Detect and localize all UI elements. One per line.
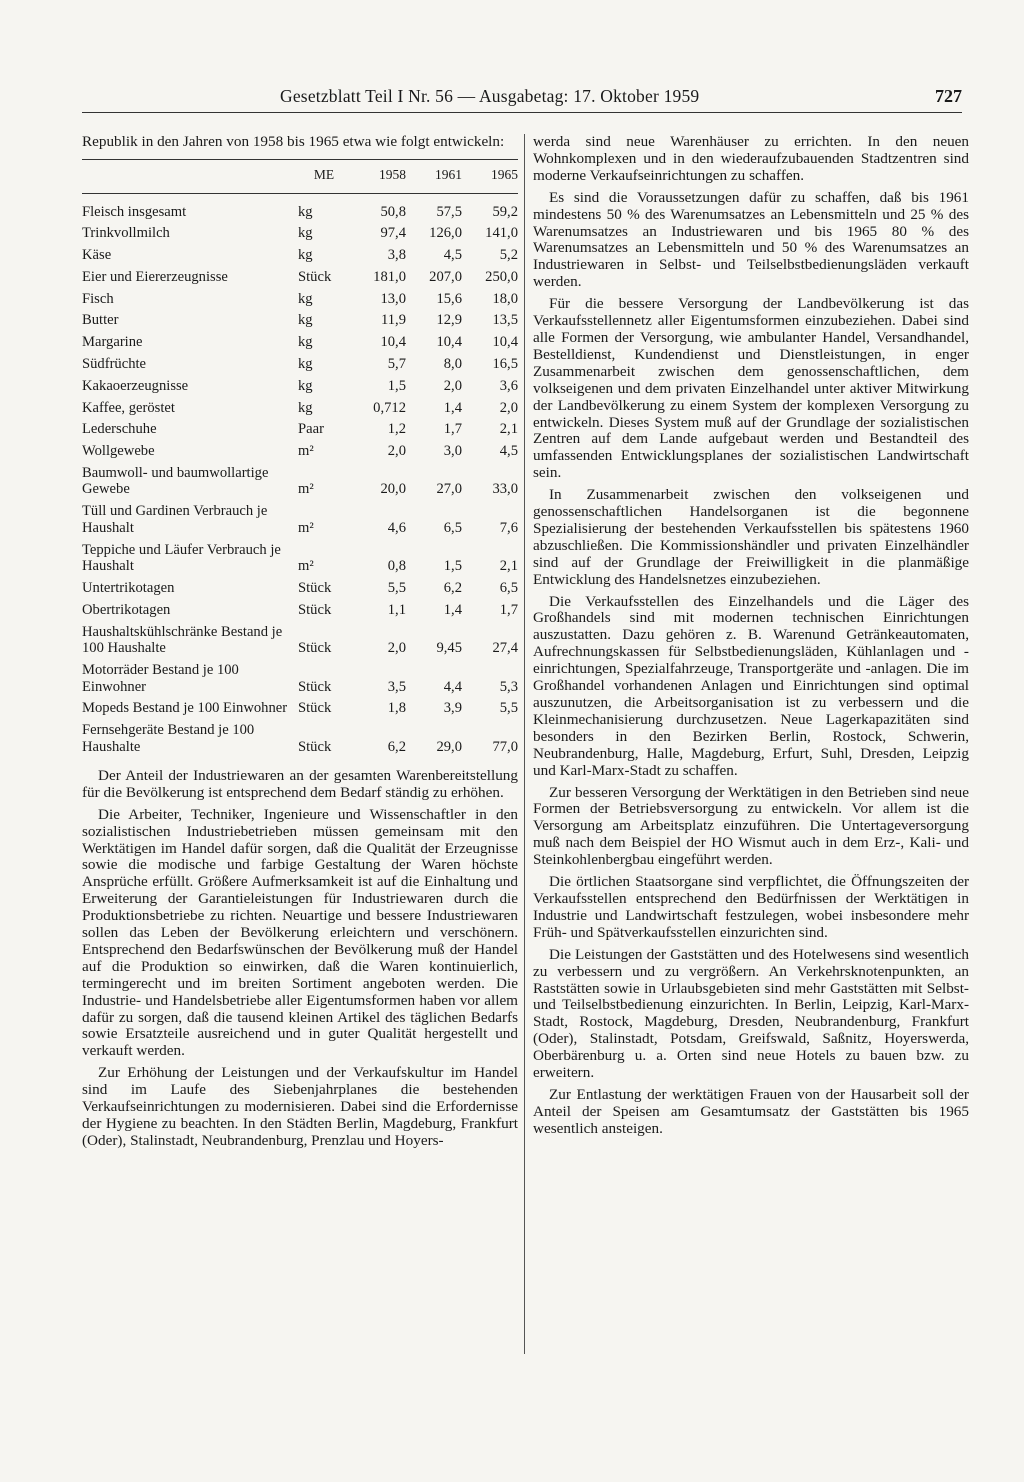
row-value-1958: 1,1 [387, 601, 406, 618]
header-title: Gesetzblatt Teil I Nr. 56 — Ausgabetag: 17. Oktober 1959 [280, 86, 700, 106]
row-value-1958: 10,4 [380, 334, 406, 351]
row-value-1961: 6,2 [443, 580, 462, 596]
row-value-1958: 1,8 [387, 700, 406, 717]
row-value-1965: 5,5 [499, 700, 518, 717]
row-value-1965: 250,0 [485, 268, 518, 285]
row-unit: Paar [298, 421, 324, 438]
table-row [82, 332, 518, 354]
row-value-1965: 5,3 [499, 678, 518, 695]
row-unit: kg [298, 312, 313, 329]
row-value-1961: 207,0 [429, 268, 462, 285]
row-value-1965: 27,4 [492, 640, 518, 657]
row-unit: kg [298, 290, 313, 307]
paragraph-technical-equipment: Die Verkaufsstellen des Einzelhandels und die Läger des Großhandels sind mit modernen technischen Einrichtungen auszustatten. Dazu gehören z. B. Warenund Getränkeautomaten, Aufrechnungskassen für Selbstbedienungsläden, Kühlanlagen und -einrichtungen, Spezialfahrzeuge, Transportgeräte und -anlagen. Die im Großhandel vorhandenen Anlagen und Einrichtungen sind optimal auszunutzen, die Arbeitsorganisation ist zu verbessern und die Kleinmechanisierung durchzusetzen. Neue Lagerkapazitäten sind besonders in den Bezirken Berlin, Rostock, Schwerin, Neubrandenburg, Halle, Magdeburg, Erfurt, Suhl, Dresden, Leipzig und Karl-Marx-Stadt zu schaffen. [533, 592, 969, 779]
row-value-1965: 18,0 [492, 290, 518, 307]
row-unit: kg [298, 203, 313, 220]
table-row [82, 659, 518, 697]
table-row [82, 353, 518, 375]
intro-paragraph: Republik in den Jahren von 1958 bis 1965 etwa wie folgt entwickeln: [82, 133, 505, 150]
row-value-1961: 1,4 [443, 399, 462, 416]
page-number: 727 [935, 86, 962, 106]
row-value-1958: 3,5 [387, 678, 406, 695]
paragraph-department-stores: werda sind neue Warenhäuser zu errichten. In den neuen Wohnkomplexen und in den wiederaufzubauenden Stadtzentren sind moderne Verkaufseinrichtungen zu schaffen. [533, 133, 969, 184]
row-value-1965: 4,5 [499, 443, 518, 460]
table-row [82, 539, 518, 577]
row-value-1961: 57,5 [436, 203, 462, 220]
table-row [82, 577, 518, 599]
row-value-1961: 9,45 [436, 640, 462, 657]
row-value-1965: 5,2 [499, 247, 518, 264]
row-value-1965: 7,6 [499, 519, 518, 536]
row-value-1961: 126,0 [429, 225, 462, 242]
table-row [82, 244, 518, 266]
row-value-1965: 1,7 [499, 601, 518, 618]
table-header-1961: 1961 [406, 159, 462, 193]
row-name: Butter [82, 312, 119, 329]
row-name: Fernsehgeräte Bestand je 100 Haushalte [82, 722, 255, 755]
row-name: Fleisch insgesamt [82, 203, 187, 220]
row-value-1958: 181,0 [373, 268, 406, 285]
row-name: Trinkvollmilch [82, 225, 170, 242]
row-value-1965: 13,5 [492, 312, 518, 329]
row-value-1965: 2,1 [499, 421, 518, 438]
header-rule [82, 112, 962, 113]
table-row [82, 397, 518, 419]
row-value-1958: 11,9 [381, 312, 406, 329]
table-header-1965: 1965 [462, 159, 518, 193]
row-value-1958: 0,712 [373, 399, 406, 416]
row-value-1965: 77,0 [492, 738, 518, 755]
row-value-1958: 3,8 [387, 247, 406, 264]
row-name: Fisch [82, 290, 114, 307]
row-value-1965: 6,5 [499, 580, 518, 596]
row-value-1961: 1,7 [443, 421, 462, 438]
row-unit: m² [298, 558, 314, 575]
right-column [533, 134, 969, 1143]
row-unit: kg [298, 377, 313, 394]
row-value-1958: 1,2 [387, 421, 406, 438]
row-value-1958: 20,0 [380, 481, 406, 498]
row-unit: Stück [298, 700, 332, 717]
row-value-1958: 5,5 [387, 580, 406, 596]
table-row [82, 266, 518, 288]
paragraph-rural-supply: Für die bessere Versorgung der Landbevölkerung ist das Verkaufsstellennetz aller Eigentumsformen einzubeziehen. Dabei sind alle Formen der Versorgung, wie ambulanter Handel, Versandhandel, Bestelldienst, Kundendienst und Dienstleistungen, in enger Zusammenarbeit zwischen dem genossenschaftlichen, dem volkseigenen und dem privaten Einzelhandel unter aktiver Mitwirkung der Landbevölkerung zu einem System der komplexen Versorgung zu entwickeln. Dieses System muß auf der Grundlage der sozialistischen Zentren auf dem Lande aufgebaut werden und Bestandteil des umfassenden Entwicklungsplanes der sozialistischen Landwirtschaft sein. [533, 295, 969, 482]
table-row [82, 288, 518, 310]
row-value-1961: 3,0 [443, 443, 462, 460]
row-value-1965: 10,4 [492, 334, 518, 351]
row-value-1961: 27,0 [436, 481, 462, 498]
row-name: Südfrüchte [82, 355, 147, 372]
table-row [82, 621, 518, 659]
table-header-name [82, 159, 298, 193]
row-unit: kg [298, 334, 313, 351]
table-header-1958: 1958 [350, 159, 406, 193]
row-name: Mopeds Bestand je 100 Einwohner [82, 700, 288, 717]
row-name: Eier und Eiererzeugnisse [82, 268, 228, 285]
row-value-1961: 8,0 [443, 355, 462, 372]
row-unit: kg [298, 225, 313, 242]
row-value-1965: 33,0 [492, 481, 518, 498]
row-unit: m² [298, 443, 314, 460]
paragraph-gastronomy: Die Leistungen der Gaststätten und des Hotelwesens sind wesentlich zu verbessern und zu vergrößern. An Verkehrsknotenpunkten, an Raststätten sowie in Urlaubsgebieten sind mehr Gaststätten mit Selbst- und Teilselbstbedienung einzurichten. In Berlin, Leipzig, Karl-Marx-Stadt, Rostock, Magdeburg, Dresden, Neubrandenburg, Frankfurt (Oder), Stalinstadt, Potsdam, Greifswald, Saßnitz, Hoyerswerda, Oberbärenburg u. a. Orten sind neue Hotels zu bauen bzw. zu erweitern. [533, 945, 969, 1082]
row-unit: kg [298, 247, 313, 264]
row-value-1965: 2,1 [499, 558, 518, 575]
row-name: Baumwoll- und baumwollartige Gewebe [82, 464, 269, 498]
row-name: Tüll und Gardinen Verbrauch je Haushalt [82, 503, 268, 536]
row-value-1961: 29,0 [436, 738, 462, 755]
row-value-1961: 1,5 [443, 558, 462, 575]
page-header [82, 86, 962, 116]
row-value-1958: 2,0 [387, 640, 406, 657]
row-value-1958: 2,0 [387, 443, 406, 460]
row-value-1965: 59,2 [492, 203, 518, 220]
table-row [82, 441, 518, 463]
table-row [82, 193, 518, 223]
row-value-1961: 4,4 [443, 678, 462, 695]
table-row [82, 375, 518, 397]
table-row [82, 720, 518, 758]
row-unit: m² [298, 481, 314, 498]
row-name: Käse [82, 247, 112, 264]
paragraph-workplace-supply: Zur besseren Versorgung der Werktätigen in den Betrieben sind neue Formen der Betriebsversorgung zu entwickeln. Vor allem ist die Versorgung am Arbeitsplatz einzuführen. Die Untertageversorgung muß nach dem Beispiel der HO Wismut auch in dem Erz-, Kali- und Steinkohlenbergbau eingeführt werden. [533, 783, 969, 869]
table-row [82, 310, 518, 332]
row-value-1965: 3,6 [499, 377, 518, 394]
row-value-1958: 0,8 [387, 558, 406, 575]
row-unit: Stück [298, 601, 332, 618]
row-unit: m² [298, 519, 314, 536]
row-value-1961: 12,9 [436, 312, 462, 329]
row-unit: Stück [298, 268, 332, 285]
row-name: Wollgewebe [82, 443, 155, 460]
row-unit: Stück [298, 678, 332, 695]
row-name: Margarine [82, 334, 143, 351]
row-value-1958: 97,4 [380, 225, 406, 242]
consumption-table [82, 159, 518, 758]
row-value-1961: 2,0 [443, 377, 462, 394]
table-row [82, 223, 518, 245]
row-value-1958: 4,6 [387, 519, 406, 536]
row-name: Kaffee, geröstet [82, 399, 175, 416]
paragraph-self-service: Es sind die Voraussetzungen dafür zu schaffen, daß bis 1961 mindestens 50 % des Warenumsatzes an Lebensmitteln und 25 % des Warenumsatzes an Industriewaren und bis 1965 80 % des Warenumsatzes an Lebensmitteln und 50 % des Warenumsatzes an Industriewaren in Selbst- und Teilselbstbedienungsläden verkauft werden. [533, 188, 969, 291]
row-value-1961: 3,9 [443, 700, 462, 717]
paragraph-workers-quality: Die Arbeiter, Techniker, Ingenieure und Wissenschaftler in den sozialistischen Industriebetrieben müssen gemeinsam mit den Werktätigen im Handel dafür sorgen, daß die Qualität der Erzeugnisse sowie die modische und farbige Gestaltung der Waren höchste Ansprüche erfüllt. Größere Aufmerksamkeit ist auf die Einhaltung und Erweiterung der Garantieleistungen für Industriewaren durch die Produktionsbetriebe zu richten. Neuartige und bessere Industriewaren sollen das Leben der Bevölkerung erleichtern und verschönern. Entsprechend den Bedarfswünschen der Bevölkerung muß der Handel auf die Produktion so einwirken, daß die Waren kontinuierlich, termingerecht und im breiten Sortiment angeboten werden. Die Industrie- und Handelsbetriebe aller Eigentumsformen haben vor allem dafür zu sorgen, daß die tausend kleinen Artikel des täglichen Bedarfs sowie Ersatzteile ausreichend und in guter Qualität hergestellt und verkauft werden. [82, 805, 518, 1060]
table-row [82, 599, 518, 621]
row-name: Untertrikotagen [82, 580, 175, 596]
paragraph-sales-culture: Zur Erhöhung der Leistungen und der Verkaufskultur im Handel sind im Laufe des Siebenjahrplanes die bestehenden Verkaufseinrichtungen zu modernisieren. Dabei sind die Erfordernisse der Hygiene zu beachten. In den Städten Berlin, Magdeburg, Frankfurt (Oder), Stalinstadt, Neubrandenburg, Prenzlau und Hoyers- [82, 1064, 518, 1149]
row-value-1961: 15,6 [436, 290, 462, 307]
paragraph-industrial-share: Der Anteil der Industriewaren an der gesamten Warenbereitstellung für die Bevölkerung ist entsprechend dem Bedarf ständig zu erhöhen. [82, 766, 518, 801]
row-value-1961: 10,4 [436, 334, 462, 351]
row-name: Lederschuhe [82, 421, 157, 438]
paragraph-opening-hours: Die örtlichen Staatsorgane sind verpflichtet, die Öffnungszeiten der Verkaufsstellen entsprechend den Bedürfnissen der Werktätigen in Industrie und Landwirtschaft festzulegen, wobei insbesondere mehr Früh- und Spätverkaufsstellen einzurichten sind. [533, 873, 969, 941]
row-name: Obertrikotagen [82, 601, 171, 618]
paragraph-women-relief: Zur Entlastung der werktätigen Frauen von der Hausarbeit soll der Anteil der Speisen am Gesamtumsatz der Gaststätten bis 1965 wesentlich ansteigen. [533, 1085, 969, 1137]
row-name: Kakaoerzeugnisse [82, 377, 189, 394]
paragraph-specialization: In Zusammenarbeit zwischen den volkseigenen und genossenschaftlichen Handelsorganen ist die begonnene Spezialisierung der bestehenden Verkaufsstellen bis spätestens 1960 abzuschließen. Die Kommissionshändler und privaten Einzelhändler sind auf der Grundlage der Freiwilligkeit in die planmäßige Entwicklung des Handelsnetzes einzubeziehen. [533, 486, 969, 588]
row-value-1958: 6,2 [387, 738, 406, 755]
row-value-1958: 1,5 [387, 377, 406, 394]
row-name: Motorräder Bestand je 100 Einwohner [82, 661, 239, 695]
row-unit: kg [298, 399, 313, 416]
table-row [82, 462, 518, 500]
row-unit: Stück [298, 738, 332, 755]
row-value-1965: 141,0 [485, 225, 518, 242]
table-row [82, 698, 518, 720]
table-row [82, 501, 518, 539]
row-value-1958: 13,0 [380, 290, 406, 307]
row-value-1961: 1,4 [443, 601, 462, 618]
row-value-1958: 50,8 [380, 203, 406, 220]
row-unit: kg [298, 355, 313, 372]
row-name: Haushaltskühlschränke Bestand je 100 Haushalte [82, 623, 283, 657]
row-value-1958: 5,7 [387, 355, 406, 372]
column-divider [524, 134, 525, 1354]
row-value-1961: 6,5 [443, 519, 462, 536]
row-name: Teppiche und Läufer Verbrauch je Haushalt [82, 541, 281, 575]
row-value-1961: 4,5 [443, 247, 462, 264]
table-header-me: ME [298, 159, 350, 193]
table-row [82, 419, 518, 441]
table-body [82, 193, 518, 758]
row-unit: Stück [298, 640, 332, 657]
left-column [82, 134, 518, 1155]
row-value-1965: 2,0 [499, 399, 518, 416]
row-value-1965: 16,5 [492, 355, 518, 372]
row-unit: Stück [298, 580, 332, 596]
